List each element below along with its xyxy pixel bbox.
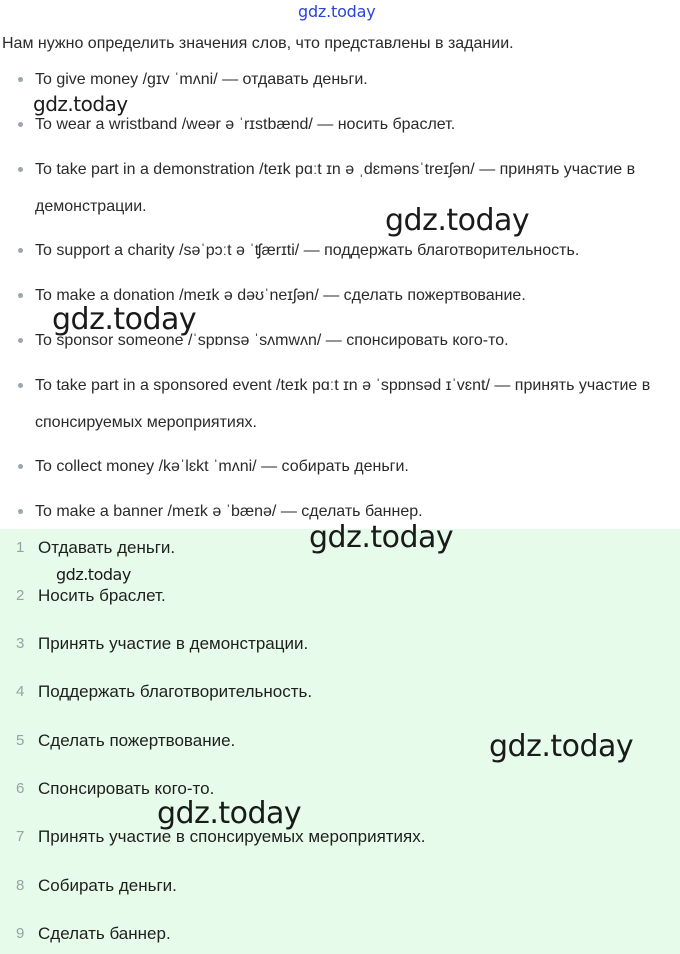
answer-text: Отдавать деньги. bbox=[38, 538, 176, 557]
vocab-item bbox=[18, 367, 658, 441]
vocab-item-text: To make a donation /meɪk ə dəʊˈneɪʃən/ — сделать пожертвование. bbox=[35, 287, 526, 304]
answer-number: 6 bbox=[16, 780, 25, 797]
bullet-icon bbox=[18, 167, 23, 172]
watermark: gdz.today bbox=[385, 203, 530, 238]
answer-item bbox=[0, 775, 680, 805]
answer-item bbox=[0, 920, 680, 950]
answer-text: Собирать деньги. bbox=[38, 876, 177, 895]
answer-text: Принять участие в демонстрации. bbox=[38, 634, 309, 653]
answer-text: Принять участие в спонсируемых мероприятиях. bbox=[38, 827, 426, 846]
answer-text: Поддержать благотворительность. bbox=[38, 682, 313, 701]
answer-number: 4 bbox=[16, 683, 25, 700]
bullet-icon bbox=[18, 464, 23, 469]
answer-item bbox=[0, 872, 680, 902]
answer-number: 3 bbox=[16, 635, 25, 652]
bullet-icon bbox=[18, 77, 23, 82]
answer-text: Сделать пожертвование. bbox=[38, 731, 236, 750]
bullet-icon bbox=[18, 248, 23, 253]
answer-text: Сделать баннер. bbox=[38, 924, 171, 943]
answer-item bbox=[0, 823, 680, 853]
watermark-top: gdz.today bbox=[298, 2, 376, 21]
answer-number: 8 bbox=[16, 877, 25, 894]
watermark: gdz.today bbox=[489, 729, 634, 764]
watermark: gdz.today bbox=[309, 520, 454, 555]
watermark: gdz.today bbox=[56, 565, 131, 584]
vocab-item-text: To take part in a sponsored event /teɪk pɑːt ɪn ə ˈspɒnsəd ɪˈvɛnt/ — принять участие в спонсируемых мероприятиях. bbox=[35, 377, 651, 431]
vocab-item-text: To give money /gɪv ˈmʌni/ — отдавать деньги. bbox=[35, 71, 368, 88]
watermark: gdz.today bbox=[52, 302, 197, 337]
bullet-icon bbox=[18, 122, 23, 127]
vocab-item-text: To sponsor someone /ˈspɒnsə ˈsʌmwʌn/ — спонсировать кого-то. bbox=[35, 332, 509, 349]
answer-text: Носить браслет. bbox=[38, 586, 166, 605]
watermark: gdz.today bbox=[157, 796, 302, 831]
vocab-item-text: To wear a wristband /weər ə ˈrɪstbænd/ — носить браслет. bbox=[35, 116, 456, 133]
answer-number: 7 bbox=[16, 828, 25, 845]
answer-text: Спонсировать кого-то. bbox=[38, 779, 215, 798]
bullet-icon bbox=[18, 293, 23, 298]
bullet-icon bbox=[18, 509, 23, 514]
vocab-item-text: To collect money /kəˈlɛkt ˈmʌni/ — собирать деньги. bbox=[35, 458, 409, 475]
answer-item bbox=[0, 630, 680, 660]
answer-number: 5 bbox=[16, 732, 25, 749]
answer-item bbox=[0, 582, 680, 612]
watermark: gdz.today bbox=[33, 92, 128, 116]
vocab-item bbox=[18, 232, 678, 269]
vocab-item-text: To support a charity /səˈpɔːt ə ˈʧærɪti/ — поддержать благотворительность. bbox=[35, 242, 580, 259]
bullet-icon bbox=[18, 338, 23, 343]
vocab-item-text: To take part in a demonstration /teɪk pɑːt ɪn ə ˌdɛmənsˈtreɪʃən/ — принять участие в демонстрации. bbox=[35, 161, 636, 215]
vocab-item bbox=[18, 151, 658, 225]
intro-text: Нам нужно определить значения слов, что представлены в задании. bbox=[2, 35, 514, 52]
vocab-item-text: To make a banner /meɪk ə ˈbænə/ — сделать баннер. bbox=[35, 503, 423, 520]
answer-number: 9 bbox=[16, 925, 25, 942]
answer-number: 1 bbox=[16, 539, 25, 556]
answer-item bbox=[0, 678, 680, 708]
answer-number: 2 bbox=[16, 587, 25, 604]
vocab-item bbox=[18, 448, 678, 485]
bullet-icon bbox=[18, 383, 23, 388]
